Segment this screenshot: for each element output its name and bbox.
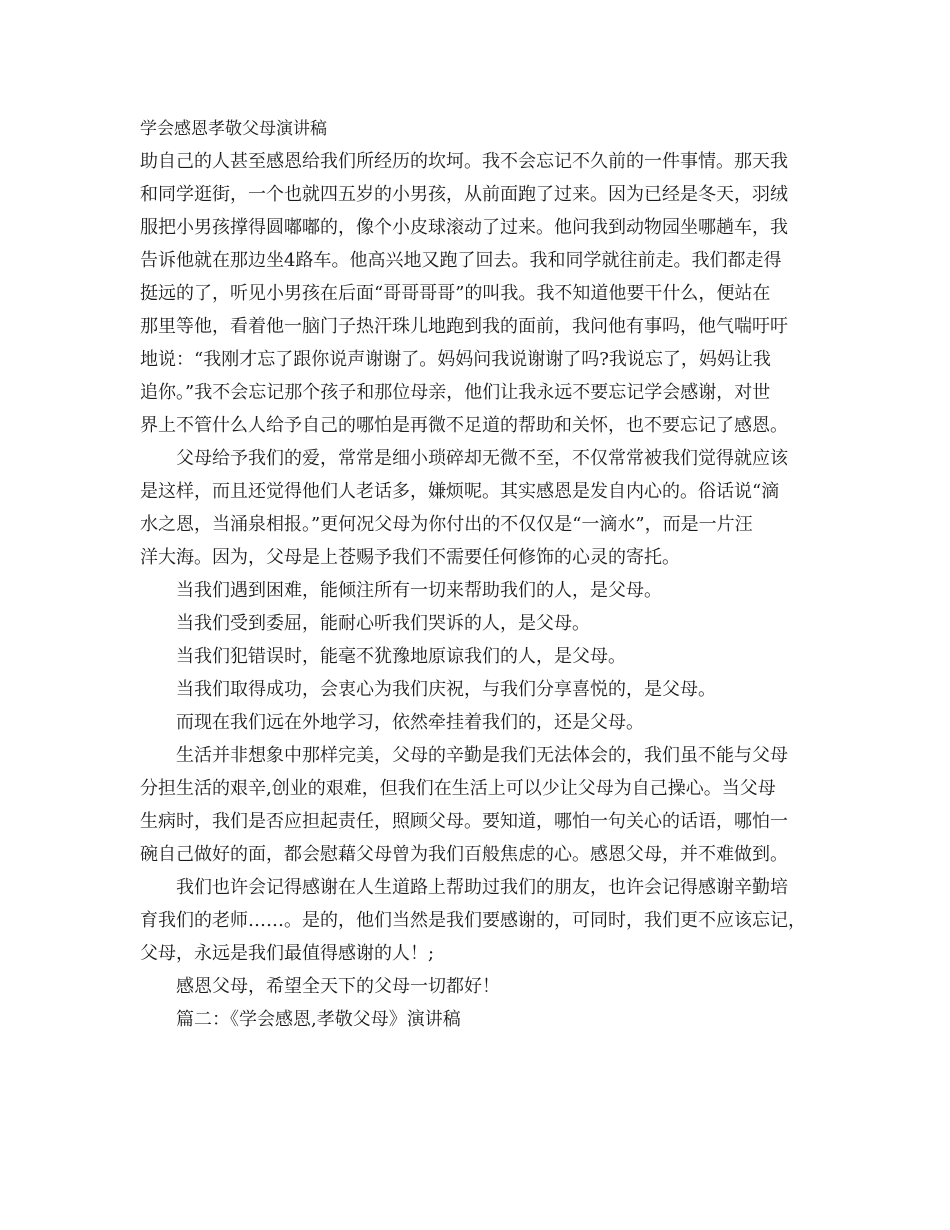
text-line: 地说：“我刚才忘了跟你说声谢谢了。妈妈问我说谢谢了吗?我说忘了，妈妈让我 bbox=[140, 349, 771, 370]
text-line: 我们也许会记得感谢在人生道路上帮助过我们的朋友，也许会记得感谢辛勤培 bbox=[176, 877, 788, 898]
text-line: 当我们受到委屈，能耐心听我们哭诉的人，是父母。 bbox=[176, 613, 590, 634]
text-line: 育我们的老师……。是的，他们当然是我们要感谢的，可同时，我们更不应该忘记， bbox=[140, 910, 806, 931]
document-body bbox=[140, 145, 812, 1036]
text-line: 生病时，我们是否应担起责任，照顾父母。要知道，哪怕一句关心的话语，哪怕一 bbox=[140, 811, 788, 832]
text-line: 而现在我们远在外地学习，依然牵挂着我们的，还是父母。 bbox=[176, 712, 644, 733]
text-line: 当我们遇到困难，能倾注所有一切来帮助我们的人，是父母。 bbox=[176, 580, 662, 601]
text-line: 挺远的了，听见小男孩在后面“哥哥哥哥”的叫我。我不知道他要干什么，便站在 bbox=[140, 283, 771, 304]
text-line: 感恩父母，希望全天下的父母一切都好！ bbox=[176, 976, 500, 997]
text-line: 告诉他就在那边坐4路车。他高兴地又跑了回去。我和同学就往前走。我们都走得 bbox=[140, 250, 782, 271]
text-line: 篇二：《学会感恩,孝敬父母》演讲稿 bbox=[176, 1009, 461, 1030]
text-line: 追你。”我不会忘记那个孩子和那位母亲，他们让我永远不要忘记学会感谢，对世 bbox=[140, 382, 771, 403]
text-line: 洋大海。因为，父母是上苍赐予我们不需要任何修饰的心灵的寄托。 bbox=[140, 547, 680, 568]
text-line: 父母给予我们的爱，常常是细小琐碎却无微不至，不仅常常被我们觉得就应该 bbox=[176, 448, 788, 469]
text-line: 碗自己做好的面，都会慰藉父母曾为我们百般焦虑的心。感恩父母，并不难做到。 bbox=[140, 844, 788, 865]
text-line: 生活并非想象中那样完美，父母的辛勤是我们无法体会的，我们虽不能与父母 bbox=[176, 745, 788, 766]
text-line: 助自己的人甚至感恩给我们所经历的坎坷。我不会忘记不久前的一件事情。那天我 bbox=[140, 151, 788, 172]
document-title: 学会感恩孝敬父母演讲稿 bbox=[140, 119, 327, 139]
text-line: 界上不管什么人给予自己的哪怕是再微不足道的帮助和关怀，也不要忘记了感恩。 bbox=[140, 415, 788, 436]
text-line: 当我们取得成功，会衷心为我们庆祝，与我们分享喜悦的，是父母。 bbox=[176, 679, 716, 700]
text-line: 分担生活的艰辛,创业的艰难，但我们在生活上可以少让父母为自己操心。当父母 bbox=[140, 778, 776, 799]
text-line: 那里等他，看着他一脑门子热汗珠儿地跑到我的面前，我问他有事吗，他气喘吁吁 bbox=[140, 316, 788, 337]
text-line: 当我们犯错误时，能毫不犹豫地原谅我们的人，是父母。 bbox=[176, 646, 626, 667]
text-line: 父母，永远是我们最值得感谢的人！; bbox=[140, 943, 435, 964]
text-line: 服把小男孩撑得圆嘟嘟的，像个小皮球滚动了过来。他问我到动物园坐哪趟车，我 bbox=[140, 217, 788, 238]
text-line: 水之恩，当涌泉相报。”更何况父母为你付出的不仅仅是“一滴水”，而是一片汪 bbox=[140, 514, 753, 535]
text-line: 是这样，而且还觉得他们人老话多，嫌烦呢。其实感恩是发自内心的。俗话说“滴 bbox=[140, 481, 780, 502]
text-line: 和同学逛街，一个也就四五岁的小男孩，从前面跑了过来。因为已经是冬天，羽绒 bbox=[140, 184, 788, 205]
